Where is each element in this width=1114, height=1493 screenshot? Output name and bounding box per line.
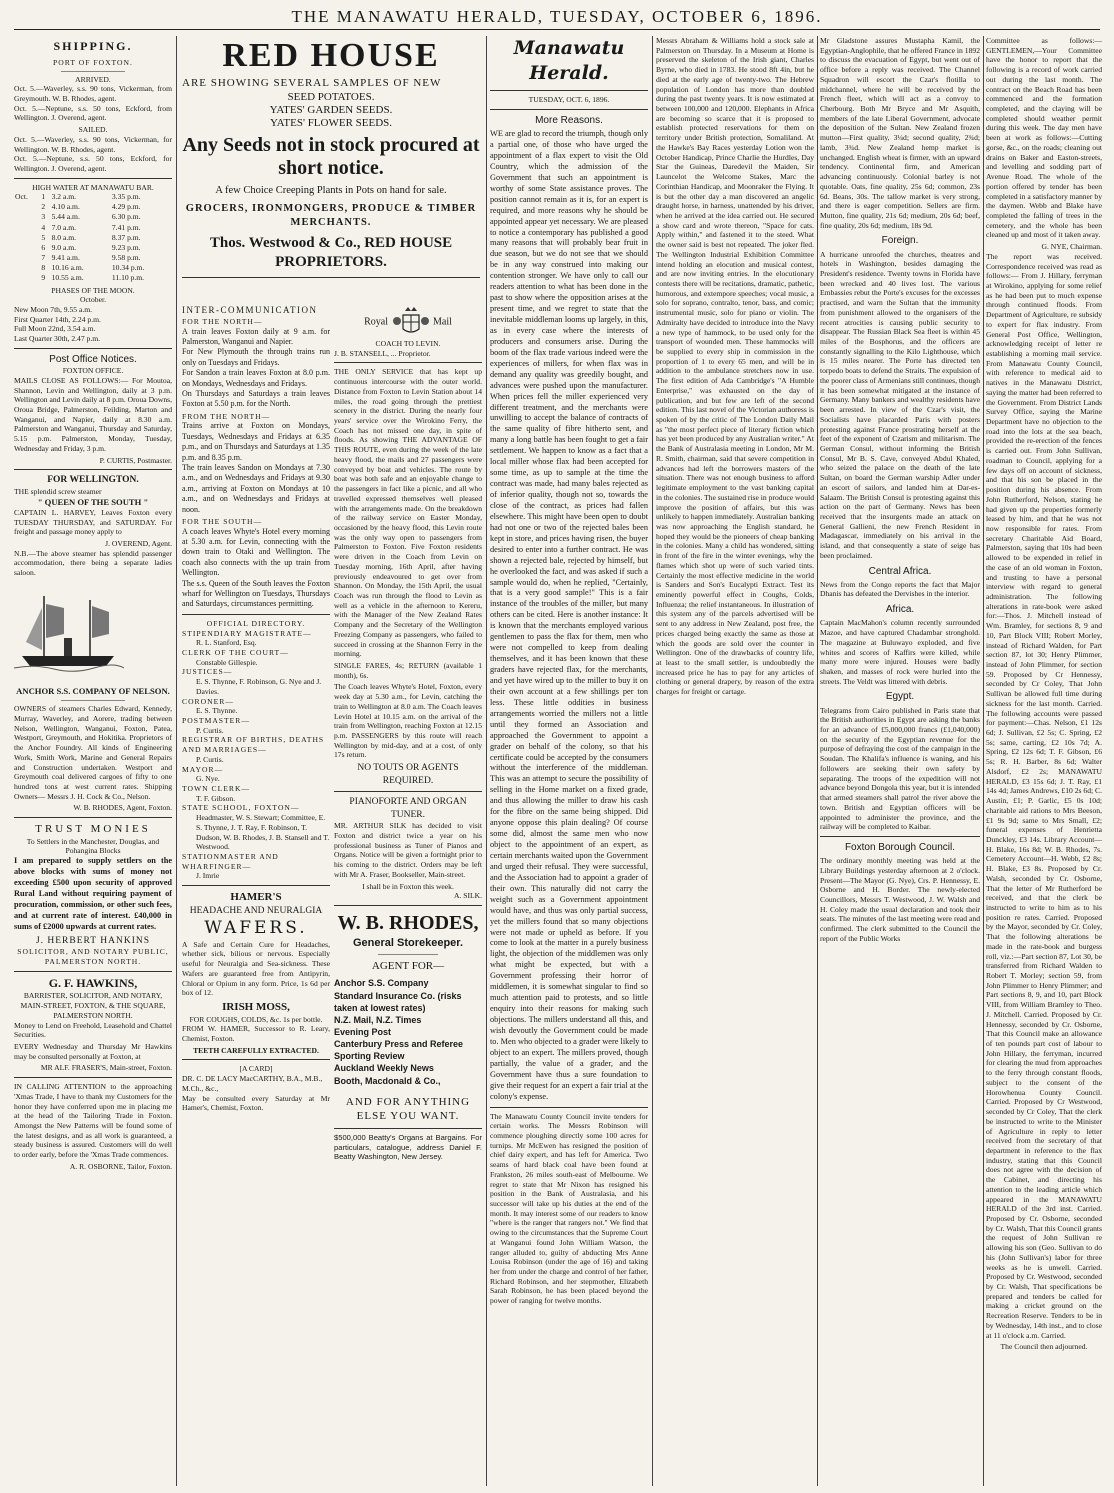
tide-cell: 10.55 a.m. <box>51 272 84 282</box>
directory-holder: Constable Gillespie. <box>196 657 258 667</box>
wafers-title: WAFERS. <box>204 918 308 939</box>
tide-row <box>14 192 172 202</box>
post-office-sub: FOXTON OFFICE. <box>62 366 124 376</box>
red-house-line: ARE SHOWING SEVERAL SAMPLES OF NEW <box>182 77 442 89</box>
directory-holder: P. Curtis. <box>196 725 224 735</box>
foreign-heading: Foreign. <box>881 235 919 247</box>
cable-news: Mr Gladstone assures Mustapha Kamil, the Egyptian-Anglophile, that he offered France in 1892 to discuss the evacuation of Egypt, but went out of office before a reply was received. The Channel Squadron will escort the Czar's flotilla to midchannel, where he will be received by the French fleet, which will act as a convoy to Cherbourg. Both Mr Bryce and Mr Asquith, members of the late Liberal Government, advocate the deposition of the Sultan. New Zealand frozen mutton—First quality, 3¼d; second quality, 2¾d; lamb, 3¾d. New Zealand hemp market is unchanged. English wheat is firmer, with an upward tendency. Continental firm, and American advancing continuously. Colonial barley is not quotable. Oats, fine quality, 25s 6d; common, 23s 6d. Beans, 30s. The tallow market is very strong, and there is eager competition. Sellers are firm. Mutton, fine quality, 21s 6d; medium, 20s 6d; beef, fine quality, 20s 6d; medium, 18s 9d. <box>820 36 980 230</box>
directory-holder: E. S. Thynne, F. Robinson, G. Nye and J. Davies. <box>196 677 322 696</box>
moon-month: October. <box>80 295 106 305</box>
council-body: The ordinary monthly meeting was held at the Library Buildings yesterday afternoon at 2 o'clock. Present—The Mayor (G. Nye), Crs. P. Hennessy, E. Osborne and H. Border. The newly-elected Councillors, Messrs T. Westwood, J. W. Walsh and H. Coley made the usual declaration and took their seats. The minutes of the last meeting were read and confirmed. The clerk submitted to the Council the report of the Public Works <box>820 856 980 943</box>
piano-heading: PIANOFORTE AND ORGAN TUNER. <box>349 797 467 820</box>
hamers-sub: HEADACHE AND NEURALGIA <box>189 905 323 916</box>
agency-item: Auckland Weekly News <box>334 1063 434 1074</box>
no-touts: NO TOUTS OR AGENTS REQUIRED. <box>357 763 459 786</box>
tide-cell: 4 <box>41 222 46 232</box>
central-africa-body: News from the Congo reports the fact that Major Dhanis has defeated the Dervishes in the interior. <box>820 579 980 599</box>
directory-office: CLERK OF THE COURT— <box>182 647 289 657</box>
fares: SINGLE FARES, 4s; RETURN (available 1 month), 6s. <box>334 661 482 680</box>
tide-row <box>14 212 172 222</box>
central-africa-heading: Central Africa. <box>868 565 932 577</box>
agency-item: Anchor S.S. Company <box>334 978 429 989</box>
tide-cell: 9.41 a.m. <box>51 252 80 262</box>
irish-moss-title: IRISH MOSS, <box>222 1001 290 1013</box>
tide-cell: 6 <box>41 242 46 252</box>
osborne-sign: A. R. OSBORNE, Tailor, Foxton. <box>69 1161 172 1171</box>
from-north-body: Trains arrive at Foxton on Mondays, Tuesdays, Wednesdays and Fridays at 6.35 p.m., and on Thursdays and Saturdays at 1.35 p.m. and 8.35 p.m. The train leaves Sandon on Mondays at 7.30 a.m., and on Wednesdays and Fridays at 9.30 a.m., arriving at Foxton on Mondays at 10 a.m., and on Wednesdays and Fridays at noon. <box>182 421 330 514</box>
doctor-body: May be consulted every Saturday at Mr Hamer's, Chemist, Foxton. <box>182 1093 330 1113</box>
tide-cell: 8 <box>41 262 46 272</box>
tide-cell: 8.0 a.m. <box>51 232 77 242</box>
hankins-name: J. HERBERT HANKINS <box>35 935 151 946</box>
tide-cell: 9.58 p.m. <box>111 252 141 262</box>
issue-date: TUESDAY, OCT. 6, 1896. <box>528 95 610 105</box>
tide-cell <box>14 223 40 233</box>
paper-title: Manawatu Herald. <box>513 37 625 85</box>
local-notes: The Manawatu County Council invite tenders for certain works. The Messrs Robinson will commence ploughing directly some 100 acres for turnips. Mr McEwen has resigned the position of chief dairy expert, and has left for America. Two seams of hard black coal have been found at Frankston, 26 miles south-east of Melbourne. We regret to state that Mr Nixon has resigned his position in the Bank of Australasia, and his successor will take up his duties at the end of the month. It may interest some of our readers to know "where is the ranger that rangers not." We find that owing to the circumstances that the Supreme Court at Wanganui found John William Watson, the ranger alluded to, guilty of abducting Mrs Anne Louisa Robinson (under the age of 16) and taking her from under the charge and control of her father, Richard Robinson, and her stepmother, Elizabeth Sarah Robinson, he has been placed beyond the power of ranging for twelve months. <box>490 1111 648 1306</box>
tide-cell: 1 <box>41 192 46 202</box>
tide-cell <box>14 202 40 212</box>
column-5 <box>656 36 814 1486</box>
anchor-heading: ANCHOR S.S. COMPANY OF NELSON. <box>16 685 170 696</box>
directory-holder: R. L. Stanford, Esq. <box>196 638 257 648</box>
column-rule <box>983 36 984 1486</box>
mail-label: Mail <box>433 316 452 328</box>
directory-holder: Headmaster, W. S. Stewart; Committee, E. S. Thynne, J. T. Ray, F. Robinson, T. Dudson, W. B. Rhodes, J. B. Stansell and T. Westwood. <box>196 813 330 852</box>
tide-row <box>14 243 172 253</box>
trust-body: I am prepared to supply settlers on the above blocks with sums of money not exceeding £500 upon security of approved Rural Land without requiring payment of procuration, commission, or other such fees, and at current rate of interest. £40,000 in sums of £2000 upwards at current rates. <box>14 856 172 931</box>
directory-holder: J. Imrie <box>196 871 220 881</box>
doctor-name: DR. C. DE LACY MacCARTHY, B.A., M.B., M.Ch., &c., <box>182 1074 323 1093</box>
council-report: Committee as follows:— GENTLEMEN,—Your Committee have the honor to report that the following is a record of work carried out during the last month. The contract on the Beach Road has been commenced and the formation completed, and the claying will be completed should weather permit during this week. The day men have been at work as follows:—Cutting gorse, &c., on the roads; cleaning out drains on Baker and Easton-streets, and levelling and sodding part of Avenue Road. The whole of the portion offered by tender has been completed in a satisfactory manner by the daymen. Webb and Blake have completed the falling of trees in the cemetery, and the whole has been cleaned up and most of it taken away. <box>986 36 1102 240</box>
hamer-from: FROM W. HAMER, Successor to R. Leary, Chemist, Foxton. <box>182 1024 330 1043</box>
directory-office: JUSTICES— <box>182 667 233 677</box>
directory-office: REGISTRAR OF BIRTHS, DEATHS AND MARRIAGES— <box>182 735 325 755</box>
tide-cell: 4.29 p.m. <box>111 202 141 212</box>
directory-holder: T. F. Gibson. <box>196 793 236 803</box>
card-label: [A CARD] <box>239 1064 273 1074</box>
council-sign: G. NYE, Chairman. <box>1041 242 1102 252</box>
hawkins-name: G. F. HAWKINS, <box>48 975 138 990</box>
osborne-body: IN CALLING ATTENTION to the approaching 'Xmas Trade, I have to thank my Customers for the honor they have conferred upon me in placing me at the head of the Tailoring Trade in Foxton. Amongst the New Patterns will be found some of the latest designs, and as all work is guaranteed, a steady business is assured. Customers will do well to order early, before the 'Xmas Trade commences. <box>14 1082 172 1160</box>
sailed-label: SAILED. <box>78 125 108 135</box>
tide-cell <box>14 233 40 243</box>
agency-list <box>334 977 482 1086</box>
tide-row <box>14 273 172 283</box>
tide-cell: 3.35 p.m. <box>111 192 141 202</box>
coach-body: THE ONLY SERVICE that has kept up continuous intercourse with the outer world. Distance from Foxton to Levin Station about 14 miles, the road going through the prettiest scenery in the district. During the nearly four years' service over the Wirokino Ferry, the Coach has not missed one day, in spite of floods. As showing THE ADVANTAGE OF THIS ROUTE, even during the week of the late heavy flood, the mails and 27 passengers were conveyed by boat and vehicles. The route by boat was both safe and an enjoyable change to the passengers in fact like a picnic, and all who travelled expressed themselves well pleased with the arrangements made. On the breakdown of the railway service on Easter Monday, occasioned by the heavy flood, this Levin route was the only way open to passengers from Palmerston to Foxton. Five Foxton residents were driven in the Coach from Levin on Tuesday morning, 16th April, after having previously endeavoured to get over from Shannon. On Monday, the 15th April, the usual Coach was run through the flood to Levin as well as a vehicle in the afternoon to Kereru, with the Manager of the New Zealand Rates Company and the Secretary of the Wellington Freezing Company as passengers, who failed to succeed in crossing at the Shannon Ferry in the morning. <box>334 367 482 659</box>
coach-to-levin: COACH TO LEVIN. <box>375 339 441 348</box>
trust-sub: To Settlers in the Manchester, Douglas, and Pohangina Blocks <box>26 836 160 856</box>
foreign-body: A hurricane unroofed the churches, theatres and hotels in Washington, besides damaging the President's residence. Twenty towns in Florida have been wrecked and 40 lives lost. The various Embassies rebut the Porte's excuses for the excesses practised, and warn the Sultan that the immunity from punishment allowed to the organisers of the recent atrocities is causing public security to disappear. The Russian Black Sea fleet is within 45 miles of the Bosphorus, and the officers are constantly signalling to the Kilo Lighthouse, which is 15 miles nearer. The Porte has directed ten torpedo boats to defend the Straits. The expulsion of the poorer class of Armenians still continues, though it has been somewhat mitigated at the instance of Germany. Many bankers and wealthy residents have been arrested. In view of the Czar's visit, the Socialists have placarded Paris with posters protesting against France prostrating herself at the feet of the exponent of Czarism and militarism. The German Consul, without informing the British Consul, Mr B. S. Cave, conveyed Abdul Khaled, who seized the palace on the death of the late Sultan, on board the German warship Adler under an escort of sailors, and landed him at Dar-es-Salaam. The British Consul is protesting against this action on the part of Germany. News has been received that the insurgents made an attack on General Gallieni, the new French Resident in Madagascar, immediately on his arrival in the island, and that consequently a state of seige has been proclaimed. <box>820 249 980 560</box>
rhodes-sub: General Storekeeper. <box>352 937 464 950</box>
post-office-heading: Post Office Notices. <box>49 353 137 365</box>
tide-cell: 9 <box>41 272 46 282</box>
official-directory-heading: OFFICIAL DIRECTORY. <box>206 618 306 628</box>
tide-cell <box>14 263 40 273</box>
column-rule <box>176 36 177 1486</box>
africa-heading: Africa. <box>885 604 915 616</box>
column-3 <box>334 305 482 1485</box>
red-house-advert <box>182 36 480 306</box>
egypt-body: Telegrams from Cairo published in Paris state that the British authorities in Egypt are asking the banks for an advance of £5,000,000 francs (£1,040,000) on the security of the Egyptian revenue for the purpose of defraying the cost of the campaign in the Soudan. The Khalifa's influence is waning, and his followers are seeking their own safety by separating. The troops of the expedition will not advance beyond Dongola this year, but it is intended that armed steamers shall patrol the river above the town. British and Egyptian officers will be appointed to administer the province, and the railway will be completed to Kaibar. <box>820 705 980 832</box>
sailed-list: Oct. 5.—Waverley, s.s. 90 tons, Vickerman, for Wellington. W. B. Rhodes, agent. Oct. 5.—Neptune, s.s. 50 tons, Eckford, for Wellington. J. Overend, agent. <box>14 134 172 174</box>
tide-cell <box>14 273 40 283</box>
tide-cell: 11.10 p.m. <box>111 272 145 282</box>
hankins-sub: SOLICITOR, AND NOTARY PUBLIC, PALMERSTON NORTH. <box>17 947 169 966</box>
for-north-label: FOR THE NORTH— <box>182 316 263 326</box>
moon-heading: PHASES OF THE MOON. <box>51 285 135 295</box>
piano-next: I shall be in Foxton this week. <box>362 881 454 891</box>
any-seeds: Any Seeds not in stock procured at short notice. <box>182 134 480 180</box>
moon-phases: New Moon 7th, 9.55 a.m. First Quarter 14th, 2.24 p.m. Full Moon 22nd, 3.54 a.m. Last Quarter 30th, 2.47 p.m. <box>14 305 101 344</box>
tide-row <box>14 253 172 263</box>
for-wellington-line: THE splendid screw steamer <box>14 486 102 496</box>
post-office-sign: P. CURTIS, Postmaster. <box>99 455 172 465</box>
tide-row <box>14 233 172 243</box>
tide-cell <box>14 212 40 222</box>
agency-item: Canterbury Press and Referee <box>334 1039 464 1050</box>
hamers-title: HAMER'S <box>230 891 282 904</box>
column-6 <box>820 36 980 1486</box>
column-rule <box>486 36 487 1486</box>
hawkins-sub: BARRISTER, SOLICITOR, AND NOTARY, <box>23 991 163 1001</box>
official-directory <box>182 629 330 882</box>
royal-mail-header <box>334 305 482 339</box>
tide-cell: 7.0 a.m. <box>51 222 77 232</box>
directory-office: POSTMASTER— <box>182 715 250 725</box>
agent-for: AGENT FOR— <box>371 959 445 972</box>
tide-cell: Oct. <box>15 192 28 202</box>
directory-office: TOWN CLERK— <box>182 784 251 794</box>
leader-heading: More Reasons. <box>535 114 603 126</box>
tide-row <box>14 202 172 212</box>
tide-cell: 2 <box>41 202 46 212</box>
irish-moss-body: FOR COUGHS, COLDS, &c. 1s per bottle. <box>189 1014 323 1024</box>
tide-heading: HIGH WATER AT MANAWATU BAR. <box>32 182 154 192</box>
council-adjourned: The Council then adjourned. <box>1000 1342 1088 1352</box>
agency-item: Booth, Macdonald & Co., <box>334 1075 441 1086</box>
hawkins-address: MAIN-STREET, FOXTON, & THE SQUARE, PALMERSTON NORTH. <box>20 1001 166 1020</box>
for-wellington-sign: J. OVEREND, Agent. <box>105 539 172 549</box>
agency-item: Sporting Review <box>334 1051 405 1062</box>
shipping-heading: SHIPPING. <box>53 39 133 53</box>
tide-cell: 9.23 p.m. <box>111 242 141 252</box>
tide-cell: 5 <box>41 232 46 242</box>
tide-cell: 7 <box>41 252 46 262</box>
hamers-body: A Safe and Certain Cure for Headaches, whether sick, bilious or nervous. Especially useful for Neuralgia and Sea-sickness. These Wafers are guaranteed free from Antipyrin, Chloral or Opium in any form. Price, 1s 6d per box of 12. <box>182 939 330 998</box>
tide-cell: 3.2 a.m. <box>51 192 77 202</box>
column-7 <box>986 36 1102 1486</box>
fraser-address: MR ALF. FRASER'S, Main-street, Foxton. <box>40 1063 172 1073</box>
trust-monies-heading: TRUST MONIES <box>35 823 151 836</box>
tide-row <box>14 263 172 273</box>
directory-office: MAYOR— <box>182 764 224 774</box>
directory-office: CORONER— <box>182 696 234 706</box>
directory-holder: G. Nye. <box>196 774 220 784</box>
rhodes-title: W. B. RHODES, <box>337 912 479 935</box>
tide-table <box>14 192 172 282</box>
creeping-plants: A few Choice Creeping Plants in Pots on hand for sale. <box>215 185 447 197</box>
tide-row <box>14 223 172 233</box>
port-heading: PORT OF FOXTON. <box>53 57 133 67</box>
piano-body: MR. ARTHUR SILK has decided to visit Foxton and district twice a year on his professional business as Tuner of Pianos and Organs. Notice will be given a fortnight prior to his coming to the district. Orders may be left with Mr A. Fraser, Bookseller, Main-street. <box>334 821 482 879</box>
for-south-body: A coach leaves Whyte's Hotel every morning at 5.30 a.m. for Levin, connecting with the down train to Otaki and Wellington. The coach also connects with the up train from Wellington. The s.s. Queen of the South leaves the Foxton wharf for Wellington on Tuesdays, Thursdays and Saturdays, circumstances permitting. <box>182 526 330 609</box>
red-house-title: RED HOUSE <box>222 37 440 74</box>
tide-cell: 8.37 p.m. <box>111 232 141 242</box>
seed-list: SEED POTATOES. YATES' GARDEN SEEDS. YATES' FLOWER SEEDS. <box>269 90 393 129</box>
tide-cell <box>14 243 40 253</box>
agency-item: N.Z. Mail, N.Z. Times <box>334 1014 422 1025</box>
anchor-body: OWNERS of steamers Charles Edward, Kennedy, Murray, Waverley, and Aorere, trading between Nelson, Wellington, Wanganui, Foxton, Patea, Westport, Greymouth, and Hokitika. Proprietors of the Anchor Foundry. All kinds of Engineering Work, Smith Work, Marine and General Repairs and Construction undertaken. Westport and Greymouth coal delivered cargoes of fifty to one hundred tons at west current rates. Shipping Owners— Messrs J. H. Cock & Co., Nelson. <box>14 704 172 801</box>
for-wellington-body: CAPTAIN L. HARVEY, Leaves Foxton every TUESDAY THURSDAY, and SATURDAY. For freight and passage money apply to <box>14 507 172 537</box>
tide-cell <box>14 253 40 263</box>
egypt-heading: Egypt. <box>885 691 915 703</box>
column-2 <box>182 305 330 1485</box>
tide-cell: 3 <box>41 212 46 222</box>
for-north-body: A train leaves Foxton daily at 9 a.m. for Palmerston, Wanganui and Napier. For New Plymouth the through trains run only on Tuesdays and Fridays. For Sandon a train leaves Foxton at 8.0 p.m. on Mondays, Wednesdays and Fridays. On Thursdays and Saturdays a train leaves Foxton at 5.50 p.m. for the North. <box>182 326 330 409</box>
hawkins-every: EVERY Wednesday and Thursday Mr Hawkins may be consulted personally at Foxton, at <box>14 1042 172 1061</box>
from-north-label: FROM THE NORTH— <box>182 411 271 421</box>
agency-item: Standard Insurance Co. (risks taken at lowest rates) <box>334 990 462 1013</box>
directory-office: STATE SCHOOL, FOXTON— <box>182 803 300 813</box>
teeth-extracted: TEETH CAREFULLY EXTRACTED. <box>193 1045 319 1055</box>
for-south-label: FOR THE SOUTH— <box>182 516 263 526</box>
piano-sign: A. SILK. <box>453 891 482 901</box>
news-items: Messrs Abraham & Williams hold a stock sale at Palmerston on Thursday. In a Museum at Home is preserved the skeleton of the Irish giant, Charles Byrne, who died in 1783. He stood 8ft 4in, but he died at the early age of twenty-two. The Hebrew population of London has more than doubled during the past twenty years. It is now estimated at between 100,000 and 120,000. Elephants in Africa are becoming so scarce that it is proposed to establish protected reservations for them on territory under British protection, Somaliland. At the Hawke's Bay Races yesterday Lotion won the October Handicap, Prince Charlie the Hurdles, Day Star the Guineas, Daredevil the Maiden, Sir Launcelot the Welcome Stakes, Marc the Corinthian Handicap, and Moonraker the Flying. It is but the other day a man discovered an angelic draught horse, in harness, unattended by his driver, when he arrived at the idea carried out. He secured a show card and wrote thereon, "Space for cats. Apply within," and fastened it to the steed. What the owner said is best not repeated. The joker fled. The Wellington Industrial Exhibition Committee intend holding an elocution and musical contest, and are now inviting entries. In the elocutionary contests there will be recitations, dramatic, pathetic, humorous, and extempore speeches; vocal music, a solo for soprano, contralto, tenor, bass, and comic; instrumental music, solo for piano or violin. The Admiralty have decided to introduce into the Navy a new type of hammock, to be used only for the transport of wounded men. These hammocks will be supplied to every ship in commission in the proportion of 1 to every 65 men, and will be in addition to the ambulance stretchers now in use. The first edition of Ada Cambridge's "A Humble Enterprise," was exhausted on the day of publication, and but few are left of the second edition. This last novel of the Victorian authoress is spoken of by the critic of The London Daily Mail as "the most perfect piece of literary fiction which has yet been produced by any Australian writer." At the Bank of Australasia meeting in London, Mr M. R. Smith, chairman, said that severe competition in advances had left the borrowers masters of the situation. There was not enough business to afford legitimate employment to the vast banking capital in the colonies. The sustained rise in produce would improve the position of affairs, but this was unlikely to happen immediately. Australian banking was now approaching the English standard, he hoped they would be the pioneers of cheap banking in the colonies. Many a child has wondered, sitting in front of the fire in the winter evenings, why the flames which shot up were of such varied tints. Certainly the most effective medicine in the world is Sanders and Son's Eucalypti Extract. Test its eminently powerful effect in Coughs, Colds, Influenza; the relief instantaneous. In illustration of this system any of the parcels advertised will be sent to any address in New Zealand, post free, the prices charged being exactly the same as those at which the goods are sold over the counter in Wellington. One of the drawbacks of country life, at least to the small settler, is undoubtedly the increased price he has to pay for any articles of clothing or general drapery, by reason of the extra charges for freight or cartage. <box>656 36 814 697</box>
ship-name: " QUEEN OF THE SOUTH " <box>37 496 149 507</box>
steamship-illustration <box>14 586 124 676</box>
column-1 <box>14 36 172 1486</box>
tide-cell: 6.30 p.m. <box>111 212 141 222</box>
masthead: THE MANAWATU HERALD, TUESDAY, OCTOBER 6, 1896. <box>14 4 1100 30</box>
agency-item: Evening Post <box>334 1027 392 1038</box>
tide-cell: 9.0 a.m. <box>51 242 77 252</box>
arrived-list: Oct. 5.—Waverley, s.s. 90 tons, Vickerman, from Greymouth. W. B. Rhodes, agent. Oct. 5.—Neptune, s.s. 50 tons, Eckford, from Wellington. J. Overend, agent. <box>14 84 172 123</box>
stansell-proprietor: J. B. STANSELL, ... Proprietor. <box>334 348 431 358</box>
leader-body: WE are glad to record the triumph, though only a partial one, of those who have urged the appointment of a flax expert to visit the Old Country, which the admission of the Government that such an appointment is worthy of some State assistance proves. The position cannot remain as it is, for an expert is required, and more reasons why he should be appointed appear yet necessary. We are pleased to notice a contemporary has published a good many reasons that will probably bear fruit in due season, but we do not see that we should be in any way construed into making our contention stronger. We have only to call our readers attention to what has been done in the past to show where the opposition arises at the present time, and we regret to state that the inevitable middleman looms up largely, in this, as in every case where the interests of producers and consumers arise. During the boom of the flax trade various indeed were the experiences of millers, for when flax was in demand any quality was greedily bought, and advances were pushed upon the manufacturer. When prices fell the miller experienced very different treatment, and the merchants were unwilling to accept the balance of contracts of the same quality of fibre hitherto sent, and many a long battle has been fought to get a fair settlement. We happen to know as a fact that a local miller whose flax had been accepted for some time, as up to sample at the time the contract was made, had many bales rejected as of inferior quality, though not so, towards the close of the contract, as prices had fallen elsewhere. This might have been open to doubt had not one or two of the rejected bales been kept in store, and prices having risen, the buyer desired to enter into a further contract. He was shown a rejected bale, rejected by himself, but he overlooked the fact, and was asked if such a sample would do, when he replied, "Certainly, that is a very good sample!" This is a fair instance of the troubles of the miller, but many others can be cited. Here is another instance: It is known that the merchants employed various gentlemen to pass the flax for them, men who were not compelled to keep from dealing themselves, and it has been known that these graders have rejected flax, for the merchants, and yet have wired up to the miller to buy it on their own account at a few shillings per ton less. These little oddities in business arrangements worried the millers not a little until they formed an Association and approached the Government to appoint a grader on behalf of the colony, so that his certificate could be accepted by the consumers without the interference of the middleman. This was an attempt to secure the possibility of selling in the Home market on a fixed grade, and thus allowing the miller to draw his cash for the fibre on the same being shipped. Did anyone oppose this plain dealing? Of course some did, almost the same men who now object to the appointment of an expert, as certain merchants waited upon the Government and urged their refusal. They were successful, and the Association had to appoint a grader of their own. This naturally did not carry the weight such as a Government appointment would have, and thus was only partial success, yet the millers found that so many objections were not made or upheld as before. If you come to look at the matter in a purely business light, the objection of the middlemen was only what might be expected, but with a Government professing their horror of middlemen, it is somewhat singular to find so much attention paid to protests, and so little enquiry into their reasons for making such objections. The millers understand all this, and wish devoutly the Government could be made to. Men who objected to a grader were likely to object to an expert. The millers proved, though partially, the value of a grader, and the Government have thus a sure foundation to give their request for an expert a fair trial at the colony's expense. <box>490 129 648 1101</box>
beatty-organs: $500,000 Beatty's Organs at Bargains. For particulars, catalogue, address Daniel F. Beatty Washington, New Jersey. <box>334 1132 482 1162</box>
column-4 <box>490 36 648 1486</box>
tide-cell: 10.16 a.m. <box>51 262 84 272</box>
post-office-body: MAILS CLOSE AS FOLLOWS:— For Moutoa, Shannon, Levin and Wellington, daily at 3 p.m. Wellington and Levin daily at 8 p.m. Oroua Downs, Oroua Bridge, Palmerston, Feilding, Marton and Wanganui, and Napier, daily at 8.30 a.m. Palmerston and Wanganui, Thursday and Saturday, 5.15 p.m. Palmerston, Monday, Tuesday, Wednesday and Friday, 3 p.m. <box>14 375 172 453</box>
tide-cell: 10.34 p.m. <box>111 262 145 272</box>
anchor-sign: W. B. RHODES, Agent, Foxton. <box>73 803 172 813</box>
inter-communication-heading: INTER-COMMUNICATION <box>182 305 318 315</box>
grocers-line: GROCERS, IRONMONGERS, PRODUCE & TIMBER MERCHANTS. <box>185 202 477 228</box>
westwood-name: Thos. Westwood & Co., RED HOUSE PROPRIETORS. <box>209 234 453 271</box>
for-wellington-note: N.B.—The above steamer has splendid passenger accommodation, there being a separate ladies saloon. <box>14 548 172 578</box>
column-rule <box>652 36 653 1486</box>
hawkins-body: Money to Lend on Freehold, Leasehold and Chattel Securities. <box>14 1020 172 1040</box>
arrived-label: ARRIVED. <box>75 74 111 84</box>
for-wellington-heading: FOR WELLINGTON. <box>47 475 139 486</box>
tide-cell: 5.44 a.m. <box>51 212 80 222</box>
africa-body: Captain MacMahon's column recently surrounded Mazoe, and have captured Chadambar stronghold. The magazine at Buluwayo exploded, and five whites and scores of Kaffirs were killed, while many more were injured. Houses were badly shaken, and masses of rock were hurled into the streets. The Veldt was littered with debris. <box>820 618 980 686</box>
royal-crest-icon <box>391 305 431 339</box>
council-proceedings: The report was received. Correspondence received was read as follows:— From J. Hillary, ferryman at Wirokino, applying for some relief as he had been put to much expense through continued floods. From Department of Agriculture, re subsidy to expert for flax industry. From General Post Office, Wellington, acknowledging receipt of letter re establishing a morning mail service. From Manawatu County Council, with reference to medical aid to natives in the Manawatu District, saying the matter had been referred to the Government. From District Lands Survey Office, saying the Marine Department have no objection to the road into the lots at the sea beach, provided the re-erection of the fences is carried out. From John Sullivan, roadman to Council, applying for a few days off on account of sickness, and that his son be placed in the position during his absence. From John Rutherford, Nelson, stating he had given up the properties formerly leased by him, and that he was not now responsible for rates. From secretary Charitable Aid Board, Palmerston, saying that 10s had been allowed to be expended in relief in the case of an old woman in Foxton, and trusting to have a personal interview with regard to general administration. The following alterations in rate-book were asked for:—Thos. J. Mitchell instead of Wm. Bramley, for sections 8, 9 and 10, Part Block VIII; Robert Morley, instead of Richard Walden, for Part section 87, lot 30; Henry Plimmer, instead of John Plimmer, for section 59. Proposed by Cr Hennessy, seconded by Cr Coley, That John Sullivan be allowed full time during sickness for the last month. Carried. The following accounts were passed for payment:—Chas. Nelson, £1 12s 6d; J. Sullivan, £2 5s; C. Spring, £2 5s; same, carting, £2 10s 7d; A. Spring, £2 12s 6d; T. F. Gibson, £6 5s; R. H. Barber, 8s 6d; Walter Alsdorf, £2 2s; MANAWATU HERALD, £3 15s 6d; J. T. Ray, £1 14s 4d; James Andrews, £10 2s 6d; C. Austin, £1; P. Garlic, £5 0s 10d; charitable aid rations to Mrs Beeson, £1 9s 9d; same to Mrs Small, £2; funeral expenses of Henrietta Dunckley, £3 14s. Library Account—H. Blake, 16s 8d; W. B. Rhodes, 7s. Cemetery Account—H. Webb, £2 8s; H. Blake, £3 8s. Proposed by Cr. Walsh, seconded by Cr. Osborne, That the letter of Mr Rutherford be received, and that the clerk be instructed to write to him as to his position re rates. Carried. Proposed by the Mayor, seconded by Cr. Coley, That the following alterations be made in the rate-book and burgess roll, viz.:—Part section 87, Lot 30, be transferred from Richard Walden to Robert T. Morley; section 59, from John Plimmer to Henry Plimmer; and Part sections 8, 9, and 10, part Block VIII, from William Bramley to Theo. J. Mitchell. Carried. Proposed by Cr. Hennessy, seconded by Cr. Osborne, That this Council make an allowance of ten pounds part cost of labour to John Hillary, the ferryman, incurred for clearing the mud from approaches to the ferry through constant floods, subject to the consent of the Horowhenua County Council. Carried. Proposed by Cr Westwood, seconded by Cr Coley, That the clerk be instructed to write to the Minister of Agriculture in reply to letter received from the secretary of that department in reference to the flax industry, stating that this Council does not agree with the decision of the Cabinet, and directing his attention to the leading article which appeared in the MANAWATU HERALD of the 3rd inst. Carried. Proposed by Cr. Osborne, seconded by Cr. Walsh, That this Council grants the request of John Sullivan re allowing his son (Geo. Sullivan to do his (John Sullivan's) labor for three weeks as he is unwell. Carried. Proposed by Cr. Westwood, seconded by Cr. Walsh, That specifications be prepared and tenders be called for making a cricket ground on the Recreation Reserve. Tenders to be in by Wednesday, 14th inst., and to close at 11 o'clock a.m. Carried. <box>986 251 1102 1340</box>
tide-cell: 7.41 p.m. <box>111 222 141 232</box>
directory-holder: P. Curtis. <box>196 754 224 764</box>
directory-holder: E. S. Thynne. <box>196 706 238 716</box>
tide-cell: 4.10 a.m. <box>51 202 80 212</box>
directory-office: STIPENDIARY MAGISTRATE— <box>182 628 312 638</box>
column-rule <box>817 36 818 1486</box>
royal-label: Royal <box>364 316 388 328</box>
council-heading: Foxton Borough Council. <box>844 841 956 853</box>
directory-office: STATIONMASTER AND WHARFINGER— <box>182 852 279 871</box>
coach-times: The Coach leaves Whyte's Hotel, Foxton, every week day at 5.30 a.m., for Levin, catching the train to Wellington at 8.0 a.m. The Coach leaves Levin Hotel at 10.15 a.m. on the arrival of the train from Wellington, reaching Foxton at 12.15 p.m. PASSENGERS by this route will reach Wellington by mid-day, and at a cost, of only 17s return. <box>334 682 482 760</box>
anything-else: AND FOR ANYTHING ELSE YOU WANT. <box>345 1095 471 1123</box>
